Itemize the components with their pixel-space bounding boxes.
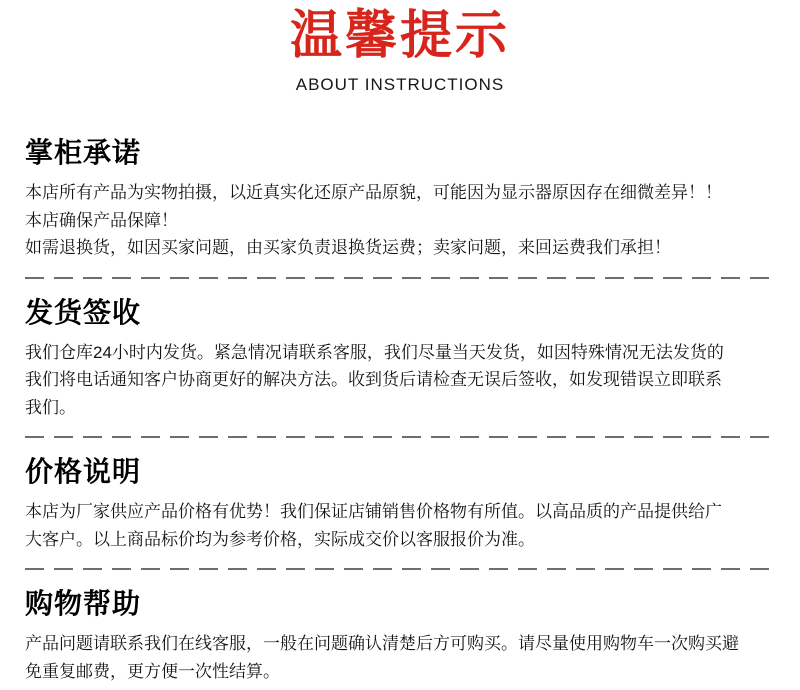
section-shopkeeper-promise xyxy=(25,136,775,262)
section-text-line: 大客户。以上商品标价均为参考价格，实际成交价以客服报价为准。 xyxy=(25,529,535,549)
section-heading-shipping-receipt: 发货签收 xyxy=(25,296,142,328)
section-shopping-help xyxy=(25,587,775,685)
section-text-line: 免重复邮费，更方便一次性结算。 xyxy=(25,661,280,681)
dashed-divider xyxy=(25,277,775,279)
dashed-divider xyxy=(25,568,775,570)
section-heading-shopkeeper-promise: 掌柜承诺 xyxy=(25,137,142,168)
section-heading-shopping-help: 购物帮助 xyxy=(25,588,142,619)
section-shipping-receipt xyxy=(25,296,775,422)
section-text-line: 我们将电话通知客户协商更好的解决方法。收到货后请检查无误后签收，如发现错误立即联系 xyxy=(25,370,722,389)
notice-content xyxy=(0,136,800,685)
section-heading-price-description: 价格说明 xyxy=(25,456,142,487)
section-text-line: 我们。 xyxy=(25,397,76,417)
section-price-description xyxy=(25,455,775,553)
page-title: 温馨提示 xyxy=(289,7,510,65)
page-subtitle: ABOUT INSTRUCTIONS xyxy=(295,75,505,94)
dashed-divider xyxy=(25,436,775,438)
section-text-line: 我们仓库24小时内发货。紧急情况请联系客服，我们尽量当天发货，如因特殊情况无法发货的 xyxy=(25,342,724,362)
page-header xyxy=(0,0,800,95)
section-text-line: 产品问题请联系我们在线客服，一般在问题确认清楚后方可购买。请尽量使用购物车一次购买避 xyxy=(25,634,739,653)
section-text-line: 本店确保产品保障！ xyxy=(25,210,178,230)
section-text-line: 本店所有产品为实物拍摄，以近真实化还原产品原貌，可能因为显示器原因存在细微差异！！ xyxy=(25,183,722,202)
section-text-line: 本店为厂家供应产品价格有优势！我们保证店铺销售价格物有所值。以高品质的产品提供给广 xyxy=(25,502,722,521)
section-text-line: 如需退换货，如因买家问题，由买家负责退换货运费；卖家问题，来回运费我们承担！ xyxy=(25,238,671,257)
